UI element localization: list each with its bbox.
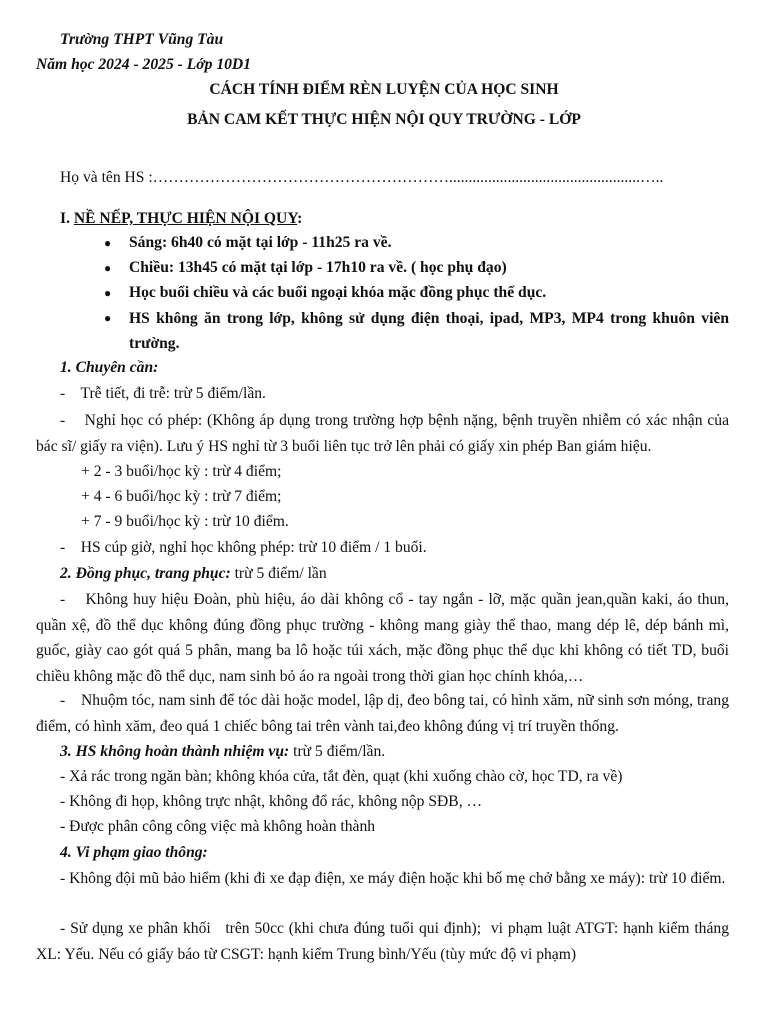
student-name-field: Họ và tên HS :………………………………………………….................................................….. bbox=[60, 169, 664, 186]
attendance-heading: 1. Chuyên cần: bbox=[60, 359, 159, 376]
traffic-heading: 4. Vi phạm giao thông: bbox=[60, 844, 208, 861]
traffic-helmet: - Không đội mũ bảo hiểm (khi đi xe đạp điện, xe máy điện hoặc khi bố mẹ chở bằng xe máy): trừ 10 điểm. bbox=[60, 870, 726, 887]
rule-bullet: HS không ăn trong lớp, không sử dụng điện thoại, ipad, MP3, MP4 trong khuôn viên trường. bbox=[129, 310, 729, 352]
document-subtitle: BẢN CAM KẾT THỰC HIỆN NỘI QUY TRƯỜNG - LỚP bbox=[187, 111, 581, 128]
rule-bullet: Sáng: 6h40 có mặt tại lớp - 11h25 ra về. bbox=[129, 234, 392, 251]
bullet-icon: ● bbox=[104, 261, 112, 275]
attendance-excused: - Nghỉ học có phép: (Không áp dụng trong trường hợp bệnh nặng, bệnh truyền nhiễm có xác nhận của bác sĩ/ giấy ra viện). Lưu ý HS nghỉ từ 3 buổi liên tục trở lên phải có giấy xin phép Ban giám hiệu. bbox=[36, 412, 733, 455]
duty-item: - Xả rác trong ngăn bàn; không khóa cửa, tắt đèn, quạt (khi xuống chào cờ, học TD, ra về) bbox=[60, 768, 623, 785]
section-1-colon: : bbox=[297, 210, 303, 227]
rule-bullet: Học buổi chiều và các buổi ngoại khóa mặc đồng phục thể dục. bbox=[129, 284, 547, 301]
bullet-icon: ● bbox=[104, 286, 112, 300]
attendance-rule: + 2 - 3 buổi/học kỳ : trừ 4 điểm; bbox=[81, 463, 282, 480]
duty-penalty: trừ 5 điểm/lần. bbox=[289, 743, 386, 760]
school-year-class: Năm học 2024 - 2025 - Lớp 10D1 bbox=[36, 56, 251, 73]
traffic-vehicle: - Sử dụng xe phân khối trên 50cc (khi chưa đúng tuổi qui định); vi phạm luật ATGT: hạnh kiểm tháng XL: Yếu. Nếu có giấy báo từ CSGT: hạnh kiểm Trung bình/Yếu (tùy mức độ vi phạm) bbox=[36, 920, 733, 963]
duty-item: - Được phân công công việc mà không hoàn thành bbox=[60, 818, 376, 835]
attendance-rule: + 7 - 9 buổi/học kỳ : trừ 10 điểm. bbox=[81, 513, 289, 530]
attendance-rule: + 4 - 6 buổi/học kỳ : trừ 7 điểm; bbox=[81, 488, 282, 505]
duty-title: 3. HS không hoàn thành nhiệm vụ: bbox=[60, 743, 290, 760]
duty-heading bbox=[60, 742, 385, 762]
bullet-icon: ● bbox=[104, 311, 112, 325]
bullet-icon: ● bbox=[104, 236, 112, 250]
uniform-violations: - Không huy hiệu Đoàn, phù hiệu, áo dài không cổ - tay ngắn - lỡ, mặc quần jean,quần kaki, áo thun, quần xệ, đồ thể dục không đúng đồng phục trường - không mang giày thể thao, mang dép lê, dép bánh mì, guốc, giày cao gót quá 5 phân, mang ba lô hoặc túi xách, mặc đồng phục thể dục khi không có tiết TD, buổi chiều không mặc đồ thể dục, nam sinh bỏ áo ra ngoài trong thời gian học chính khóa,… bbox=[36, 591, 733, 685]
section-1-heading bbox=[60, 209, 302, 229]
uniform-title: 2. Đồng phục, trang phục: bbox=[60, 565, 231, 582]
attendance-late: - Trễ tiết, đi trễ: trừ 5 điểm/lần. bbox=[60, 385, 266, 402]
duty-item: - Không đi họp, không trực nhật, không đổ rác, không nộp SĐB, … bbox=[60, 793, 483, 810]
section-1-number: I. bbox=[60, 210, 70, 227]
uniform-heading bbox=[60, 564, 327, 584]
appearance-violations: - Nhuộm tóc, nam sinh để tóc dài hoặc model, lập dị, đeo bông tai, có hình xăm, nữ sinh sơn móng, trang điểm, có hình xăm, đeo quá 1 chiếc bông tai trên vành tai,đeo không đúng vị trí truyền thống. bbox=[36, 692, 733, 735]
section-1-title: NỀ NẾP, THỰC HIỆN NỘI QUY bbox=[73, 210, 298, 227]
attendance-unexcused: - HS cúp giờ, nghỉ học không phép: trừ 10 điểm / 1 buổi. bbox=[60, 539, 427, 556]
rule-bullet: Chiều: 13h45 có mặt tại lớp - 17h10 ra về. ( học phụ đạo) bbox=[129, 259, 507, 276]
document-title: CÁCH TÍNH ĐIỂM RÈN LUYỆN CỦA HỌC SINH bbox=[209, 81, 559, 98]
school-name: Trường THPT Vũng Tàu bbox=[60, 31, 224, 48]
uniform-penalty: trừ 5 điểm/ lần bbox=[230, 565, 327, 582]
